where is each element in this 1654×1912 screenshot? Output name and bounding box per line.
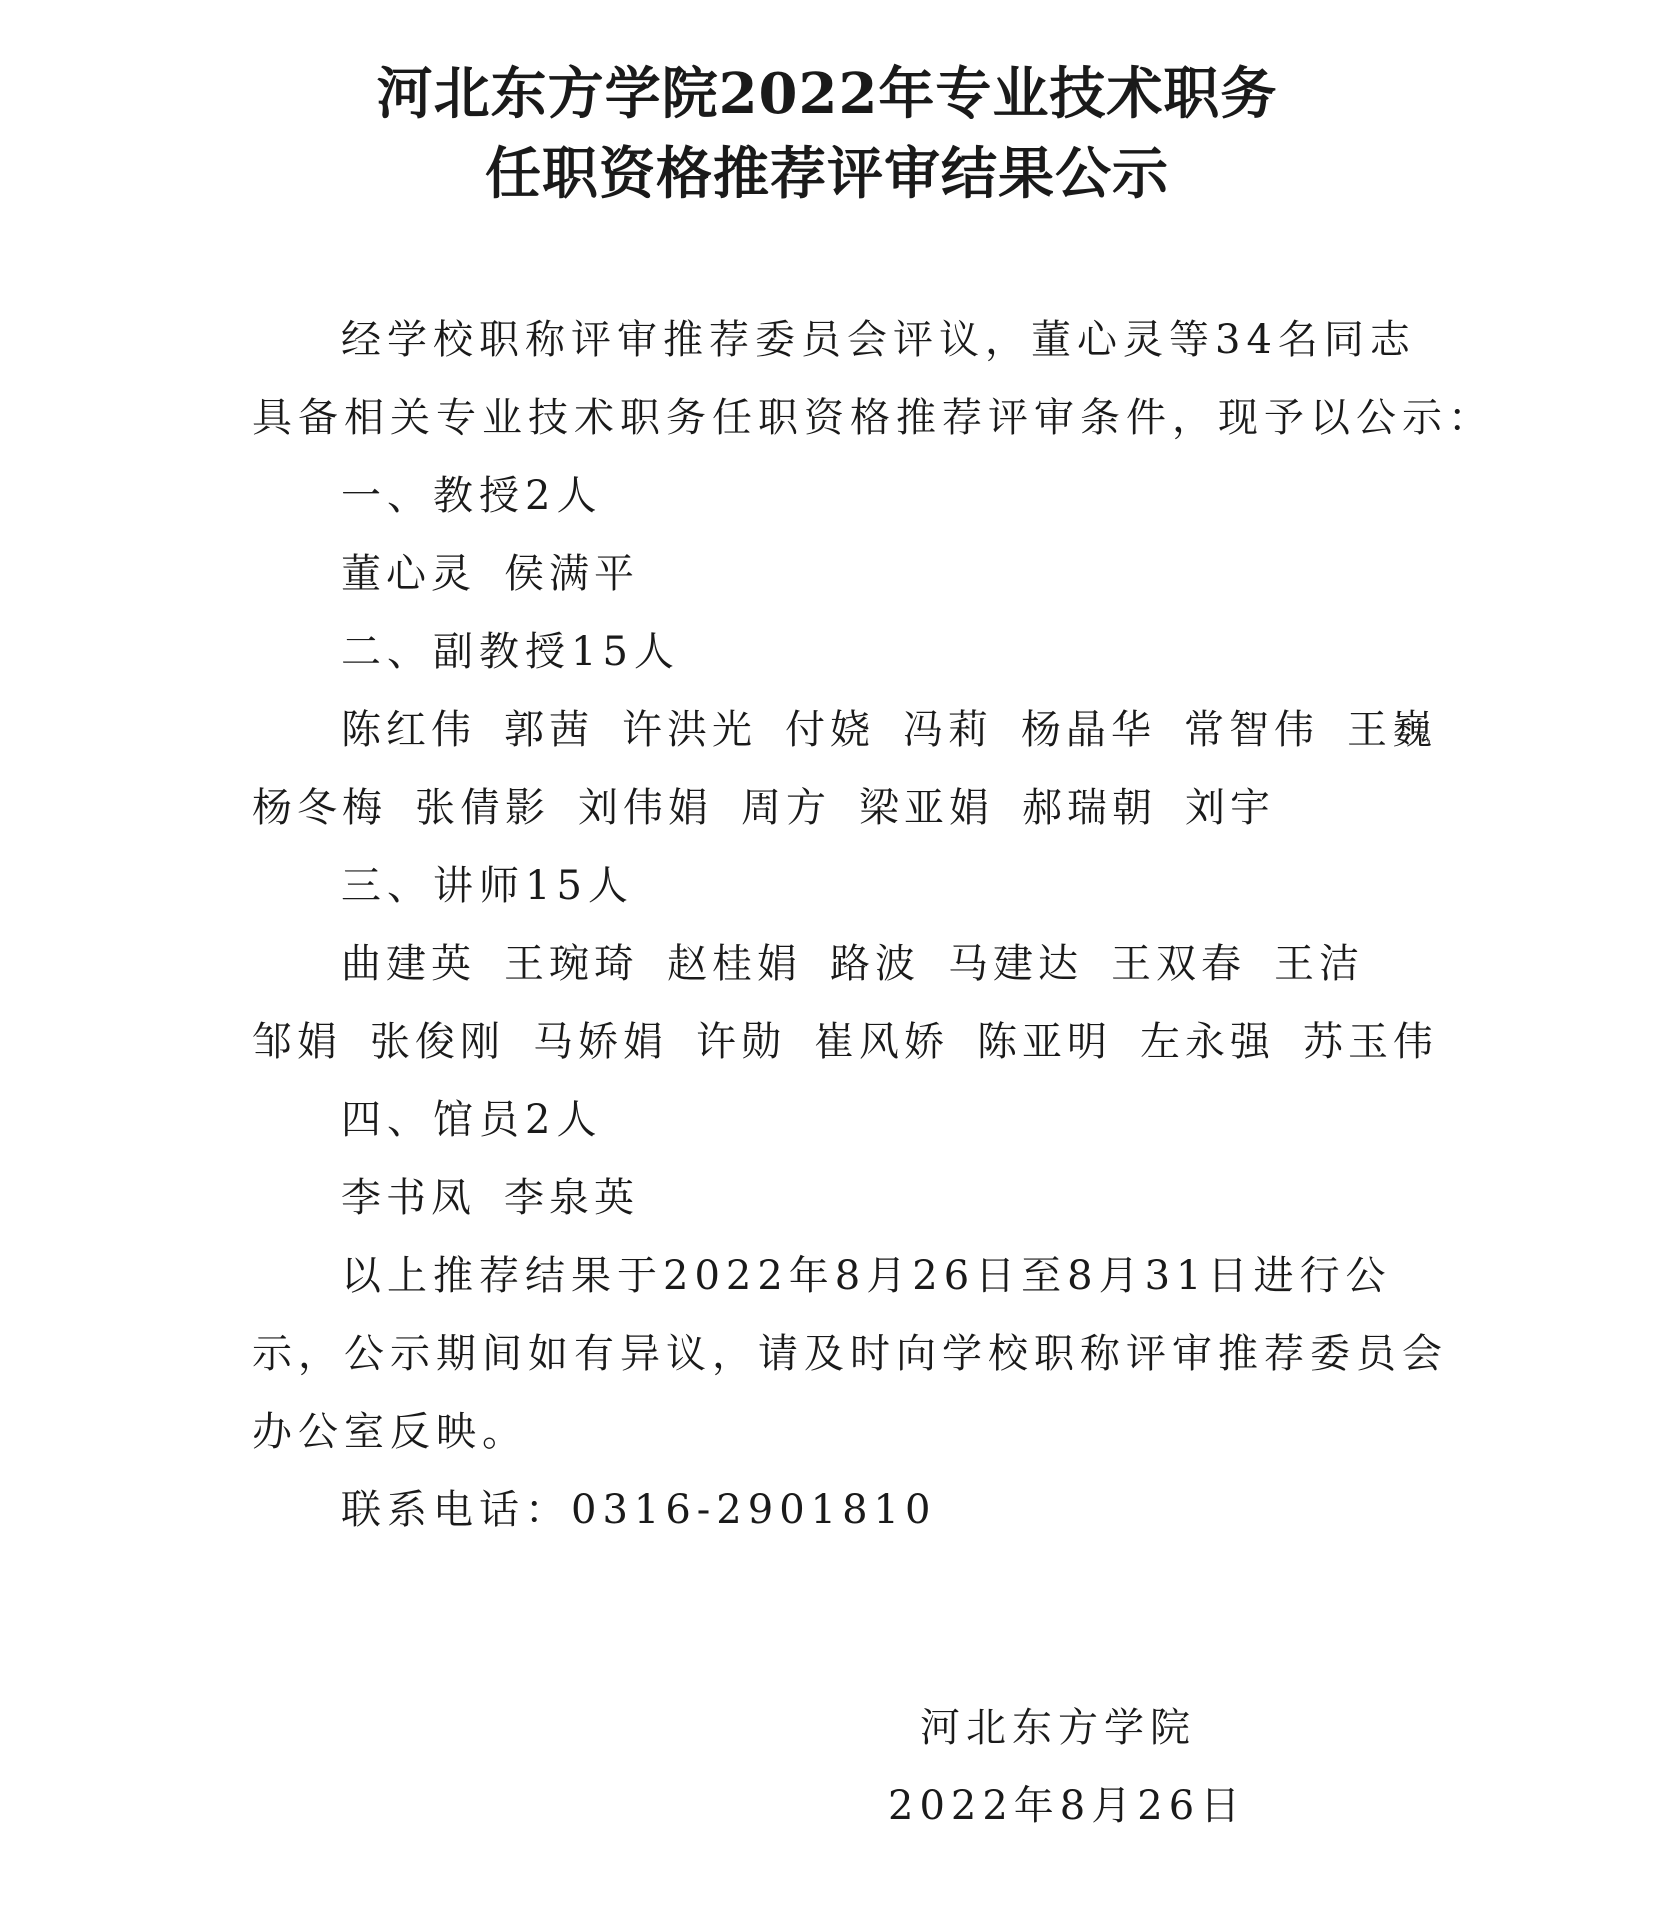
person-name: 冯莉 [903,707,993,753]
name-list-librarian [341,1175,639,1221]
name-list-associate-professor-row-2 [252,785,1275,831]
section-heading-librarian: 四、馆员2人 [341,1097,603,1143]
person-name: 侯满平 [504,551,639,597]
person-name: 马建达 [948,941,1083,987]
intro-line-2: 具备相关专业技术职务任职资格推荐评审条件，现予以公示： [252,395,1494,441]
person-name: 许勋 [696,1019,786,1065]
closing-line-3: 办公室反映。 [252,1409,528,1455]
person-name: 周方 [741,785,831,831]
person-name: 王洁 [1274,941,1364,987]
person-name: 刘宇 [1185,785,1275,831]
person-name: 李泉英 [504,1175,639,1221]
person-name: 常智伟 [1184,707,1319,753]
person-name: 路波 [830,941,920,987]
person-name: 张倩影 [415,785,550,831]
person-name: 赵桂娟 [667,941,802,987]
person-name: 董心灵 [341,551,476,597]
person-name: 陈红伟 [341,707,476,753]
person-name: 左永强 [1140,1019,1275,1065]
document-title-line-1: 河北东方学院2022年专业技术职务 [376,61,1278,127]
name-list-lecturer-row-1 [341,941,1364,987]
name-list-professor [341,551,639,597]
closing-line-1: 以上推荐结果于2022年8月26日至8月31日进行公 [341,1253,1392,1299]
signature-organization: 河北东方学院 [920,1705,1196,1751]
section-heading-associate-professor: 二、副教授15人 [341,629,680,675]
person-name: 杨冬梅 [252,785,387,831]
person-name: 付娆 [785,707,875,753]
person-name: 郝瑞朝 [1022,785,1157,831]
closing-line-2: 示，公示期间如有异议，请及时向学校职称评审推荐委员会 [252,1331,1448,1377]
signature-date: 2022年8月26日 [888,1783,1247,1829]
person-name: 王琬琦 [504,941,639,987]
intro-line-1: 经学校职称评审推荐委员会评议，董心灵等34名同志 [341,317,1416,363]
name-list-associate-professor-row-1 [341,707,1437,753]
document-title-line-2: 任职资格推荐评审结果公示 [485,141,1169,207]
person-name: 刘伟娟 [578,785,713,831]
person-name: 苏玉伟 [1303,1019,1438,1065]
person-name: 崔风娇 [814,1019,949,1065]
person-name: 邹娟 [252,1019,342,1065]
person-name: 马娇娟 [533,1019,668,1065]
person-name: 郭茜 [504,707,594,753]
person-name: 张俊刚 [370,1019,505,1065]
person-name: 许洪光 [622,707,757,753]
person-name: 梁亚娟 [859,785,994,831]
person-name: 李书凤 [341,1175,476,1221]
name-list-lecturer-row-2 [252,1019,1438,1065]
person-name: 王巍 [1347,707,1437,753]
section-heading-professor: 一、教授2人 [341,473,603,519]
contact-phone: 联系电话：0316-2901810 [341,1487,937,1533]
person-name: 杨晶华 [1021,707,1156,753]
person-name: 曲建英 [341,941,476,987]
person-name: 王双春 [1111,941,1246,987]
person-name: 陈亚明 [977,1019,1112,1065]
section-heading-lecturer: 三、讲师15人 [341,863,634,909]
